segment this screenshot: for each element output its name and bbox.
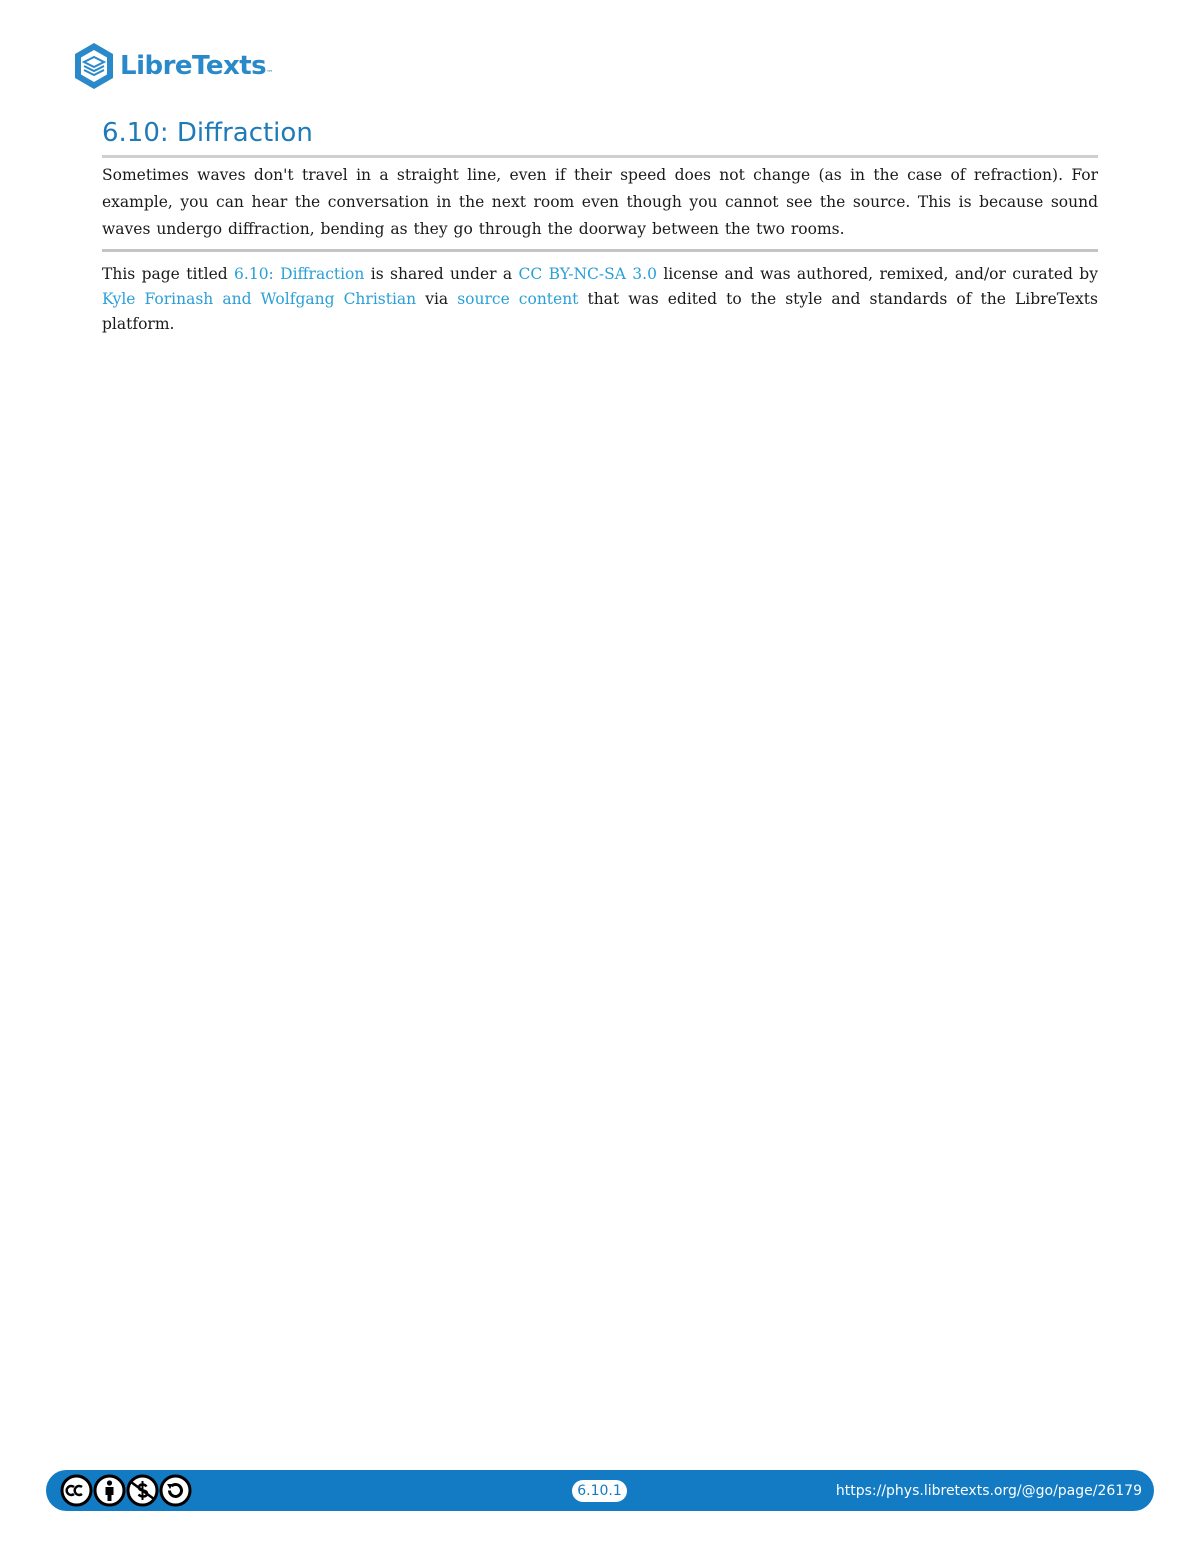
- attribution-shared-text: is shared under a: [364, 265, 519, 283]
- logo-trademark: ™: [266, 69, 274, 77]
- libretexts-logo[interactable]: [72, 41, 273, 91]
- body-paragraph: Sometimes waves don't travel in a straight line, even if their speed does not change (as in the case of refraction). For example, you can hear the conversation in the next room even though you cannot see the source. This is because sound waves undergo diffraction, bending as they go through the doorway between the two rooms.: [102, 166, 1098, 238]
- authors-link[interactable]: Kyle Forinash and Wolfgang Christian: [102, 290, 417, 308]
- page-title: 6.10: Diffraction: [102, 118, 313, 148]
- page-number: 6.10.1: [572, 1480, 627, 1502]
- attribution-suffix: that was edited to the style and standards of the LibreTexts platform.: [102, 290, 1098, 333]
- source-content-link[interactable]: source content: [457, 290, 579, 308]
- license-link[interactable]: CC BY-NC-SA 3.0: [518, 265, 657, 283]
- page-footer: [46, 1470, 1154, 1511]
- attribution-paragraph: [102, 262, 1098, 337]
- license-badge[interactable]: [60, 1474, 192, 1507]
- attribution-via-text: via: [416, 290, 458, 308]
- nc-icon: [126, 1474, 159, 1507]
- attribution-authored-text: license and was authored, remixed, and/or curated by: [656, 265, 1098, 283]
- page-title-link[interactable]: 6.10: Diffraction: [234, 265, 365, 283]
- by-icon: [93, 1474, 126, 1507]
- logo-wordmark: LibreTexts: [120, 51, 267, 81]
- title-divider: [102, 155, 1098, 158]
- attribution-prefix: This page titled: [102, 265, 235, 283]
- libretexts-logo-icon: [72, 41, 116, 91]
- page-url-link[interactable]: https://phys.libretexts.org/@go/page/26179: [835, 1483, 1142, 1499]
- cc-icon: [60, 1474, 93, 1507]
- sa-icon: [159, 1474, 192, 1507]
- attribution-divider: [102, 249, 1098, 252]
